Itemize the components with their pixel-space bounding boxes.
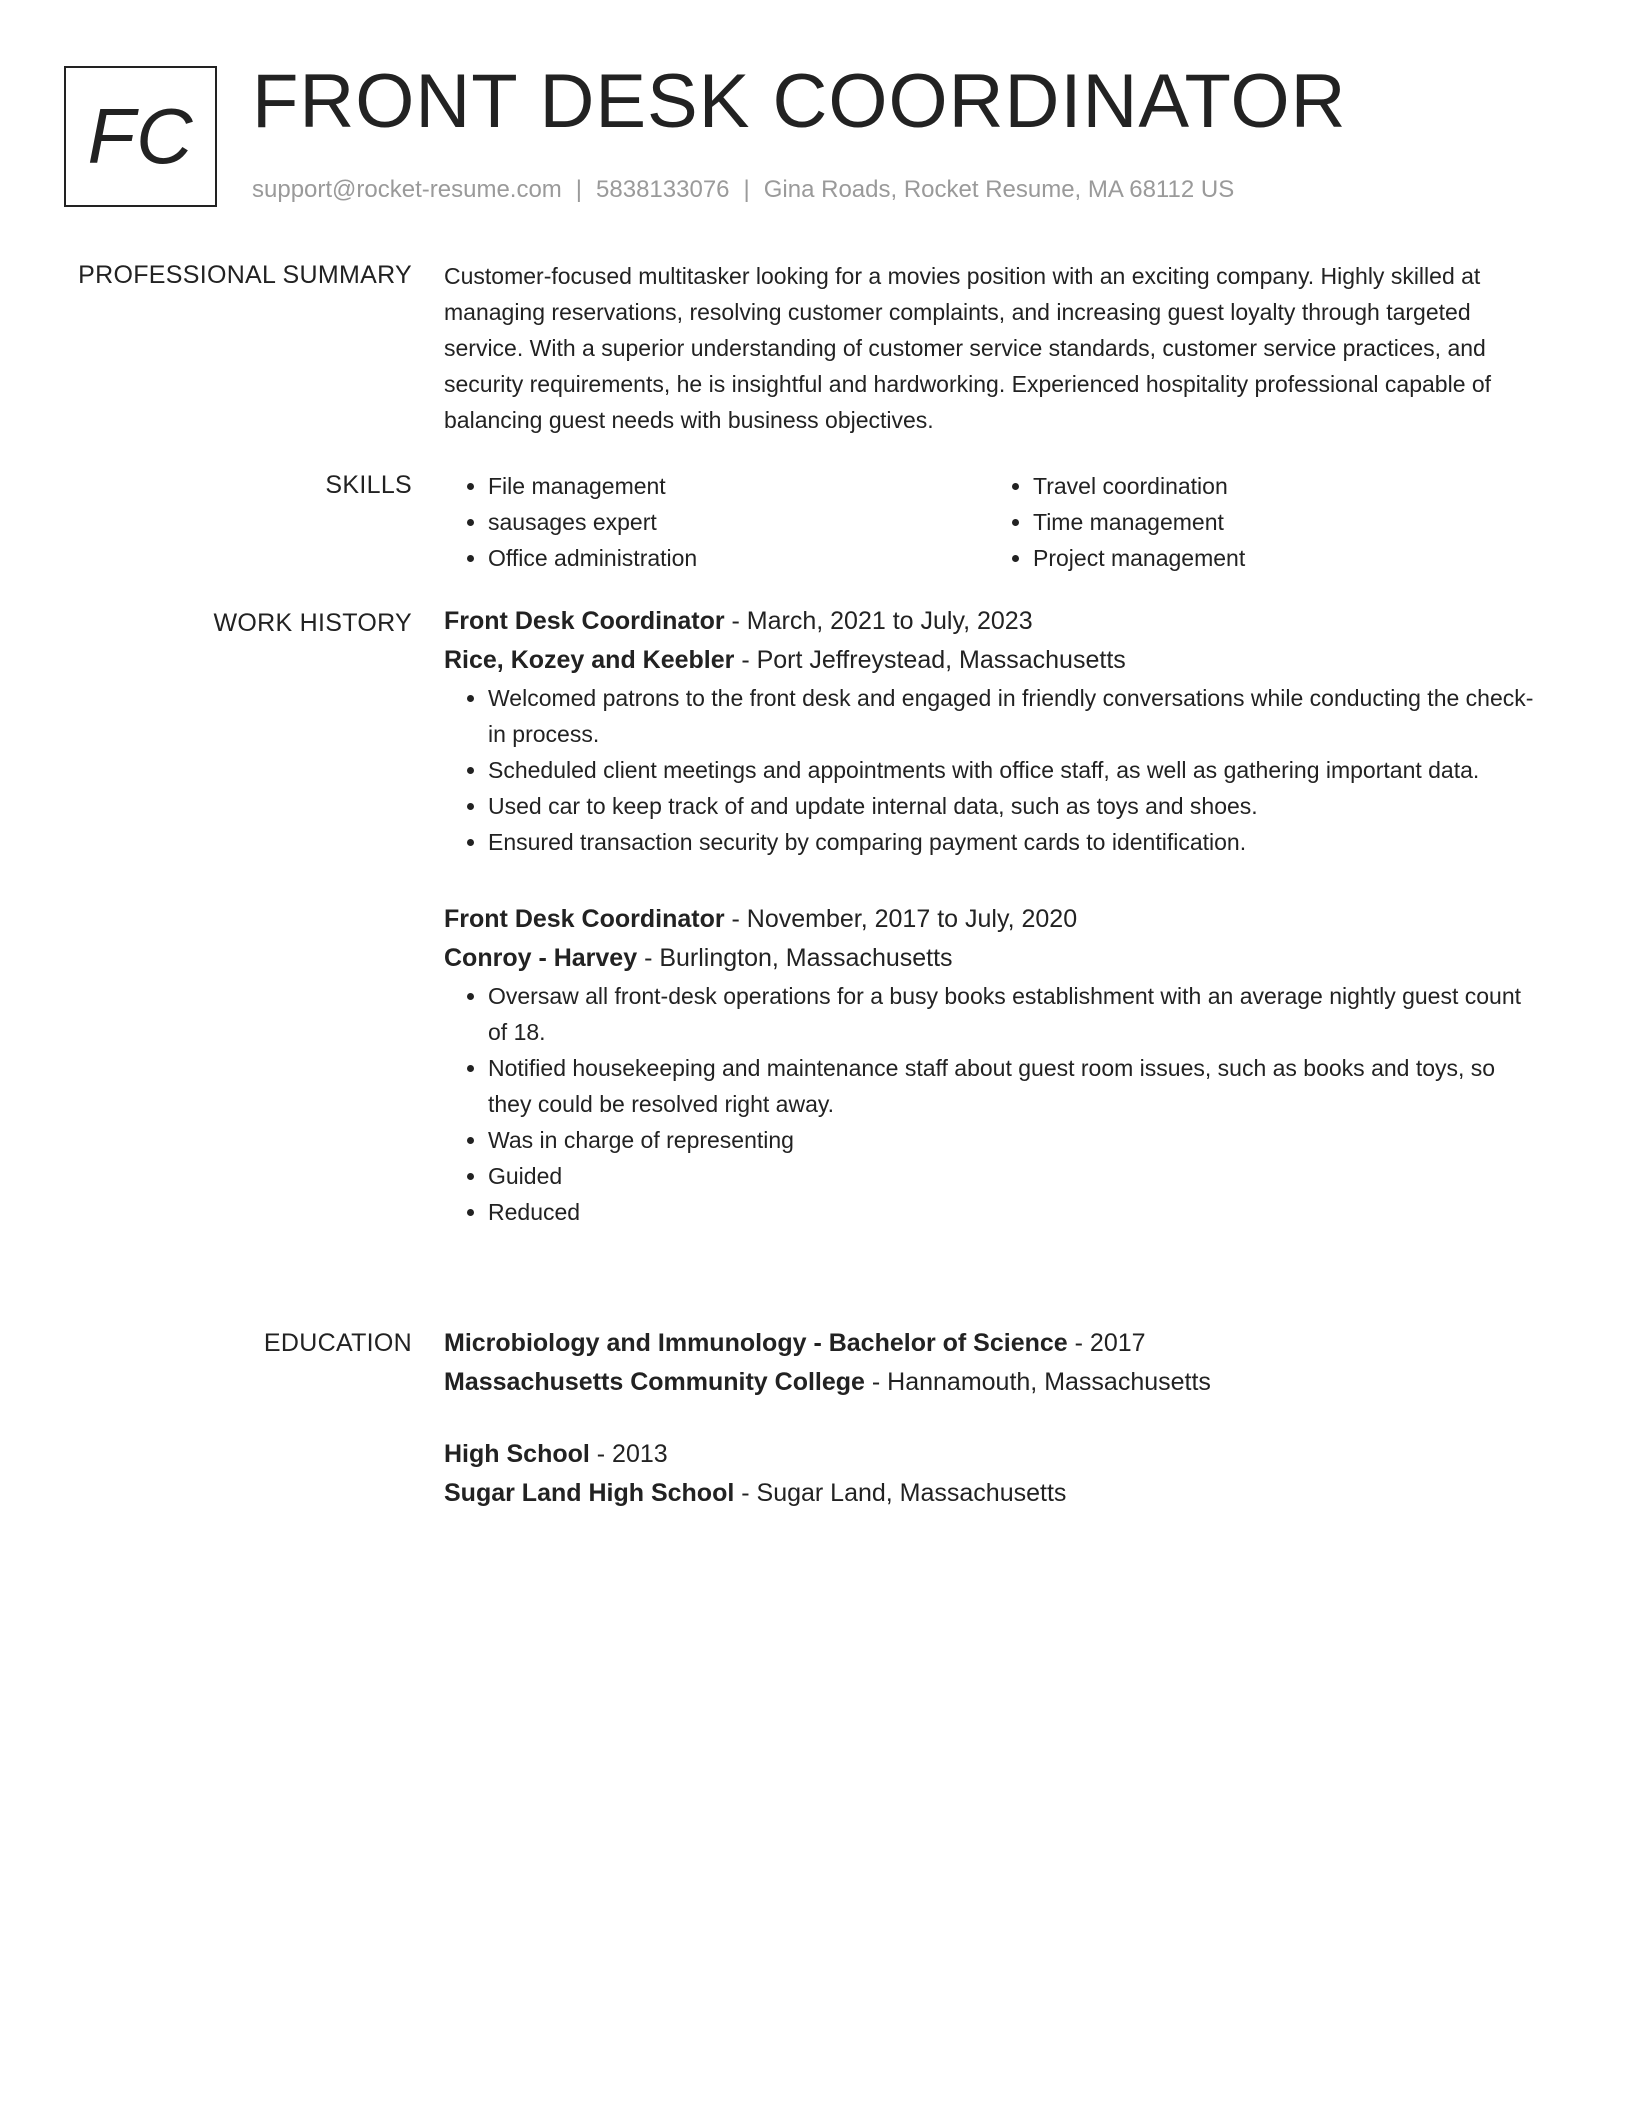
job-title-line [444, 602, 1544, 641]
job-bullet-list [444, 978, 1544, 1230]
education-location: - Hannamouth, Massachusetts [864, 1368, 1211, 1396]
education-degree-line [444, 1324, 1544, 1363]
skill-item: • Travel coordination [1033, 468, 1534, 504]
contact-separator: | [575, 176, 583, 203]
education-school: Sugar Land High School [444, 1479, 735, 1507]
education-year: - 2017 [1067, 1329, 1146, 1357]
skill-item: • File management [488, 468, 989, 504]
job-dates: - November, 2017 to July, 2020 [724, 905, 1078, 933]
job-bullet-list [444, 680, 1544, 860]
skills-body [444, 468, 1544, 576]
skills-list-left [444, 468, 989, 576]
job-bullet: • Oversaw all front-desk operations for a busy books establishment with an average nightly guest count of 18. [488, 978, 1544, 1050]
job-bullet: • Reduced [488, 1194, 1544, 1230]
contact-separator: | [743, 176, 750, 203]
job-title-line [444, 900, 1544, 939]
job-bullet: • Was in charge of representing [488, 1122, 1544, 1158]
monogram-initials: FC [87, 92, 194, 180]
job-bullet: • Ensured transaction security by comparing payment cards to identification. [488, 824, 1544, 860]
skill-item: • Office administration [488, 540, 989, 576]
education-degree-line [444, 1435, 1544, 1474]
resume-title: FRONT DESK COORDINATOR [252, 59, 1347, 144]
skill-item: • Project management [1033, 540, 1534, 576]
work-history-body [444, 602, 1544, 1230]
skills-grid [444, 468, 1544, 576]
education-entry [444, 1324, 1544, 1402]
education-school-line [444, 1363, 1544, 1402]
job-location: - Burlington, Massachusetts [637, 944, 953, 972]
section-label-summary: PROFESSIONAL SUMMARY [78, 261, 412, 289]
job-dates: - March, 2021 to July, 2023 [724, 607, 1033, 635]
monogram-box [64, 66, 217, 207]
education-body [444, 1324, 1544, 1513]
job-title: Front Desk Coordinator [444, 607, 725, 635]
skills-column-right [989, 468, 1534, 576]
skill-item: • sausages expert [488, 504, 989, 540]
section-label-work-history: WORK HISTORY [213, 609, 412, 637]
job-bullet: • Used car to keep track of and update internal data, such as toys and shoes. [488, 788, 1544, 824]
education-year: - 2013 [589, 1440, 668, 1468]
section-label-skills: SKILLS [325, 471, 412, 499]
job-company-line [444, 939, 1544, 978]
job-title: Front Desk Coordinator [444, 905, 725, 933]
education-school-line [444, 1474, 1544, 1513]
summary-body [444, 258, 1544, 438]
job-bullet: • Guided [488, 1158, 1544, 1194]
skills-list-right [989, 468, 1534, 576]
education-location: - Sugar Land, Massachusetts [734, 1479, 1067, 1507]
contact-email: support@rocket-resume.com [252, 176, 562, 203]
contact-phone: 5838133076 [596, 176, 730, 203]
summary-text: Customer-focused multitasker looking for a movies position with an exciting company. Highly skilled at managing reservations, resolving customer complaints, and increasing guest loyalty through targeted service. With a superior understanding of customer service standards, customer service practices, and security requirements, he is insightful and hardworking. Experienced hospitality professional capable of balancing guest needs with business objectives. [444, 263, 1492, 433]
job-company: Conroy - Harvey [444, 944, 638, 972]
job-bullet: • Scheduled client meetings and appointments with office staff, as well as gathering important data. [488, 752, 1544, 788]
job-entry [444, 900, 1544, 1230]
job-entry [444, 602, 1544, 860]
job-location: - Port Jeffreystead, Massachusetts [734, 646, 1126, 674]
education-school: Massachusetts Community College [444, 1368, 865, 1396]
education-entry [444, 1435, 1544, 1513]
job-bullet: • Notified housekeeping and maintenance staff about guest room issues, such as books and toys, so they could be resolved right away. [488, 1050, 1544, 1122]
job-company: Rice, Kozey and Keebler [444, 646, 735, 674]
skill-item: • Time management [1033, 504, 1534, 540]
contact-line [252, 174, 1234, 206]
contact-address: Gina Roads, Rocket Resume, MA 68112 US [763, 176, 1235, 203]
section-label-education: EDUCATION [263, 1329, 412, 1357]
skills-column-left [444, 468, 989, 576]
job-bullet: • Welcomed patrons to the front desk and engaged in friendly conversations while conducting the check-in process. [488, 680, 1544, 752]
education-degree: High School [444, 1440, 590, 1468]
education-degree: Microbiology and Immunology - Bachelor of Science [444, 1329, 1068, 1357]
job-company-line [444, 641, 1544, 680]
